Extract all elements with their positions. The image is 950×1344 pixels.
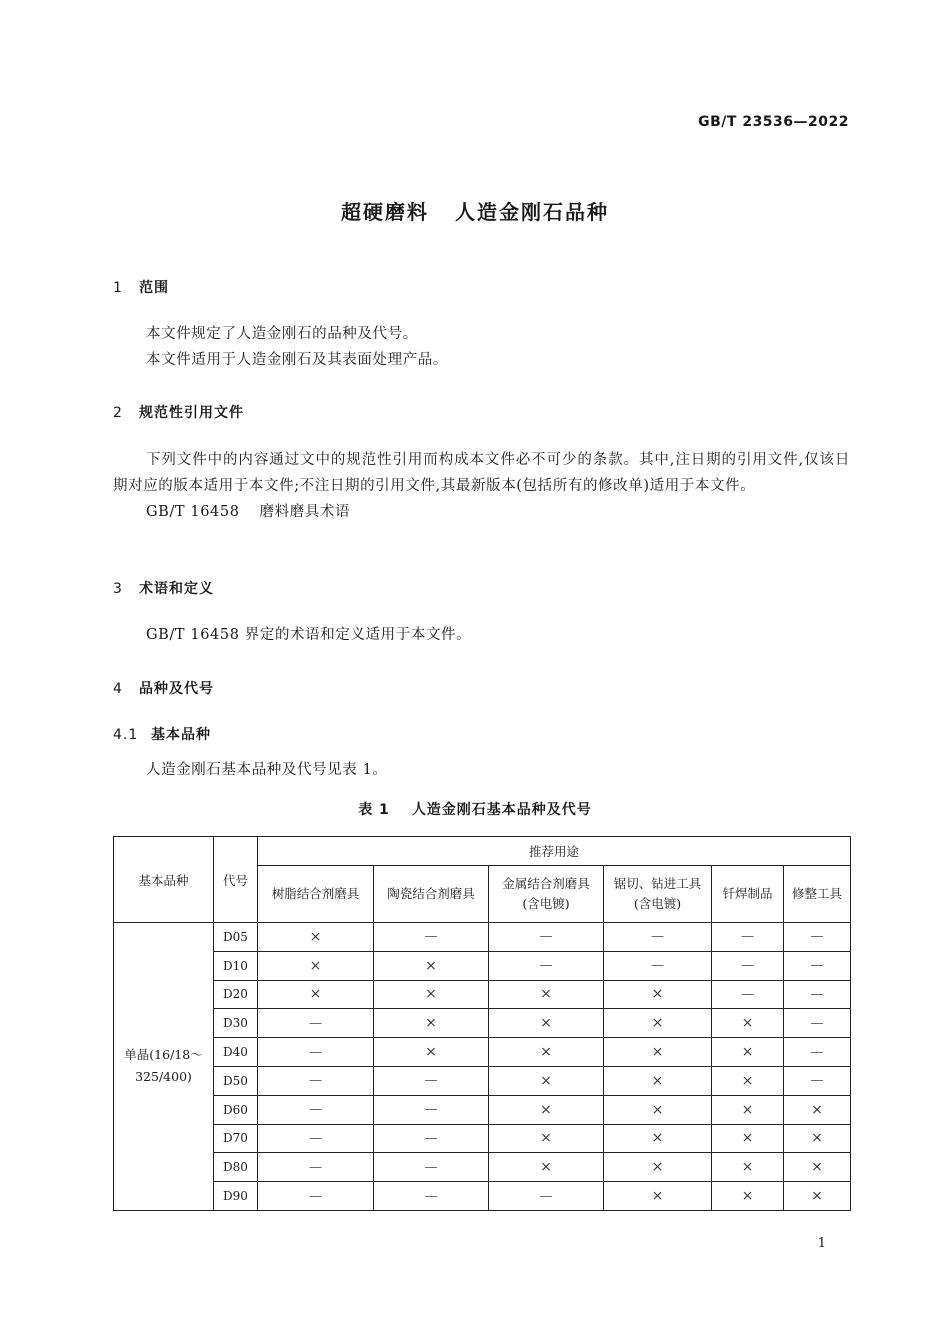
table-row <box>114 1153 851 1182</box>
document-title-part2: 人造金刚石品种 <box>455 200 609 224</box>
code-cell: D60 <box>214 1095 258 1124</box>
usage-cell: × <box>374 1038 489 1067</box>
usage-cell: — <box>374 1095 489 1124</box>
header-usage: 推荐用途 <box>258 837 851 866</box>
usage-cell: — <box>258 1095 374 1124</box>
usage-cell: × <box>489 1153 604 1182</box>
header-col: 金属结合剂磨具 (含电镀) <box>489 866 604 923</box>
usage-cell: — <box>712 951 784 980</box>
usage-cell: × <box>374 980 489 1009</box>
usage-cell: × <box>489 1009 604 1038</box>
table-header-row <box>114 837 851 866</box>
table-row <box>114 1182 851 1211</box>
usage-cell: × <box>258 923 374 952</box>
variety-group-cell <box>114 923 214 1211</box>
usage-cell: × <box>712 1153 784 1182</box>
usage-cell: — <box>258 1009 374 1038</box>
header-col: 钎焊制品 <box>712 866 784 923</box>
usage-cell: × <box>784 1095 851 1124</box>
table-row <box>114 1066 851 1095</box>
usage-cell: × <box>489 1095 604 1124</box>
usage-cell: × <box>604 980 712 1009</box>
variety-group-line: 单晶(16/18～ <box>124 1047 203 1063</box>
document-title <box>0 196 950 225</box>
page-number: 1 <box>817 1236 826 1251</box>
usage-cell: × <box>604 1066 712 1095</box>
section-1-paragraph-2: 本文件适用于人造金刚石及其表面处理产品。 <box>146 352 448 368</box>
header-col: 锯切、钻进工具 (含电镀) <box>604 866 712 923</box>
usage-cell: — <box>258 1038 374 1067</box>
usage-cell: × <box>604 1095 712 1124</box>
usage-cell: × <box>712 1095 784 1124</box>
header-col: 修整工具 <box>784 866 851 923</box>
usage-cell: × <box>784 1153 851 1182</box>
header-variety: 基本品种 <box>114 837 214 923</box>
usage-cell: × <box>489 1124 604 1153</box>
code-cell: D10 <box>214 951 258 980</box>
usage-cell: × <box>489 1038 604 1067</box>
usage-cell: — <box>374 1066 489 1095</box>
usage-cell: × <box>712 1009 784 1038</box>
usage-cell: × <box>258 980 374 1009</box>
code-cell: D90 <box>214 1182 258 1211</box>
header-code: 代号 <box>214 837 258 923</box>
usage-cell: — <box>604 951 712 980</box>
code-cell: D70 <box>214 1124 258 1153</box>
table-row <box>114 980 851 1009</box>
usage-cell: × <box>784 1182 851 1211</box>
usage-cell: × <box>784 1124 851 1153</box>
standard-number: GB/T 23536—2022 <box>698 114 849 130</box>
usage-cell: — <box>374 1182 489 1211</box>
code-cell: D80 <box>214 1153 258 1182</box>
usage-cell: × <box>374 951 489 980</box>
section-1-body <box>113 321 850 373</box>
usage-cell: — <box>784 923 851 952</box>
usage-cell: — <box>784 1038 851 1067</box>
usage-cell: — <box>258 1153 374 1182</box>
usage-cell: — <box>784 951 851 980</box>
usage-cell: — <box>712 923 784 952</box>
table-row <box>114 951 851 980</box>
usage-cell: — <box>374 1153 489 1182</box>
section-2-paragraph: 下列文件中的内容通过文中的规范性引用而构成本文件必不可少的条款。其中,注日期的引用文件,仅该日期对应的版本适用于本文件;不注日期的引用文件,其最新版本(包括所有的修改单)适用于本文件。 <box>113 452 850 494</box>
code-cell: D40 <box>214 1038 258 1067</box>
table-row <box>114 1124 851 1153</box>
usage-cell: × <box>604 1009 712 1038</box>
table-row <box>114 1009 851 1038</box>
usage-cell: — <box>712 980 784 1009</box>
section-1-heading: 1 范围 <box>113 280 169 296</box>
usage-cell: — <box>374 923 489 952</box>
section-2-body <box>113 447 850 525</box>
table-row <box>114 1038 851 1067</box>
usage-cell: — <box>784 1066 851 1095</box>
usage-cell: × <box>374 1009 489 1038</box>
usage-cell: — <box>258 1066 374 1095</box>
section-4-1-heading: 4.1 基本品种 <box>113 727 211 743</box>
usage-cell: × <box>712 1124 784 1153</box>
usage-cell: — <box>784 1009 851 1038</box>
usage-cell: × <box>604 1182 712 1211</box>
usage-cell: × <box>604 1038 712 1067</box>
section-3-heading: 3 术语和定义 <box>113 581 214 597</box>
variety-code-table <box>113 836 851 1211</box>
usage-cell: × <box>604 1153 712 1182</box>
section-1-paragraph-1: 本文件规定了人造金刚石的品种及代号。 <box>146 326 418 342</box>
code-cell: D05 <box>214 923 258 952</box>
usage-cell: — <box>489 923 604 952</box>
usage-cell: — <box>489 1182 604 1211</box>
usage-cell: — <box>374 1124 489 1153</box>
usage-cell: — <box>489 951 604 980</box>
table-caption: 表 1 人造金刚石基本品种及代号 <box>358 802 592 818</box>
document-title-part1: 超硬磨料 <box>341 200 429 224</box>
normative-reference: GB/T 16458 磨料磨具术语 <box>146 504 351 520</box>
usage-cell: × <box>604 1124 712 1153</box>
usage-cell: × <box>258 951 374 980</box>
header-col: 树脂结合剂磨具 <box>258 866 374 923</box>
section-4-1-body: 人造金刚石基本品种及代号见表 1。 <box>146 762 388 778</box>
usage-cell: — <box>258 1182 374 1211</box>
table-row <box>114 1095 851 1124</box>
section-2-heading: 2 规范性引用文件 <box>113 405 244 421</box>
code-cell: D50 <box>214 1066 258 1095</box>
usage-cell: × <box>712 1182 784 1211</box>
code-cell: D20 <box>214 980 258 1009</box>
header-col: 陶瓷结合剂磨具 <box>374 866 489 923</box>
usage-cell: — <box>258 1124 374 1153</box>
variety-group-line: 325/400) <box>135 1069 192 1085</box>
usage-cell: — <box>604 923 712 952</box>
table-row <box>114 923 851 952</box>
code-cell: D30 <box>214 1009 258 1038</box>
section-3-body: GB/T 16458 界定的术语和定义适用于本文件。 <box>146 627 472 643</box>
usage-cell: × <box>489 1066 604 1095</box>
usage-cell: × <box>489 980 604 1009</box>
table-body <box>114 923 851 1211</box>
usage-cell: — <box>784 980 851 1009</box>
section-4-heading: 4 品种及代号 <box>113 681 214 697</box>
usage-cell: × <box>712 1066 784 1095</box>
usage-cell: × <box>712 1038 784 1067</box>
